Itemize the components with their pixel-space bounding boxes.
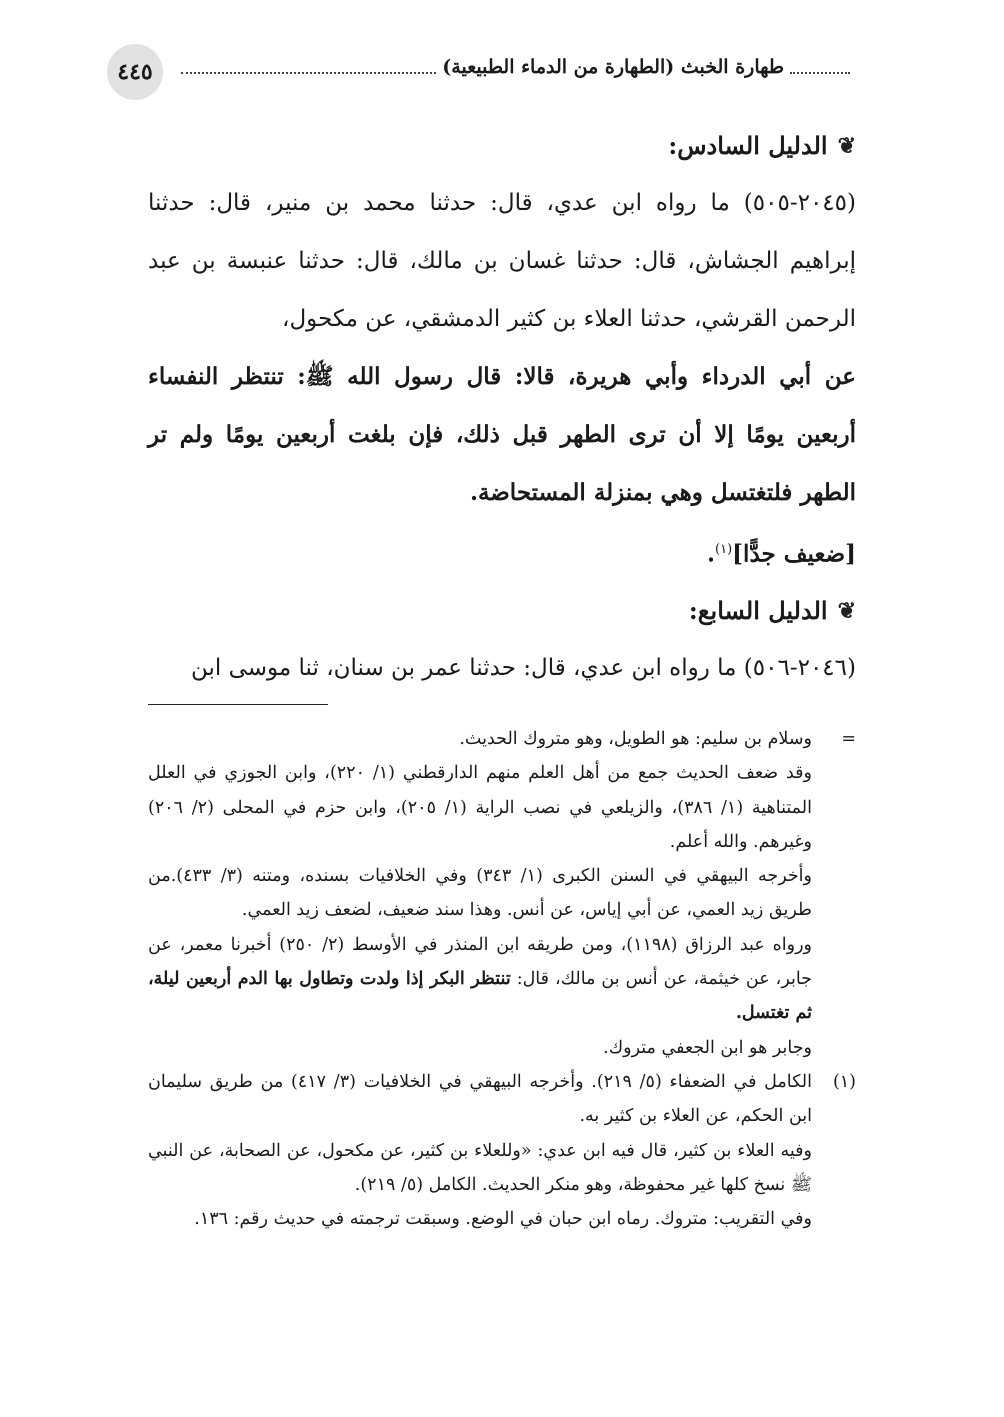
leaf-bullet-icon: ❦ — [837, 133, 856, 159]
footnote-line: وأخرجه البيهقي في السنن الكبرى (١/ ٣٤٣) وفي الخلافيات بسنده، ومتنه (٣/ ٤٣٣).من طريق زيد العمي، عن أبي إياس، عن أنس. وهذا سند ضعيف، لضعف زيد العمي. — [148, 866, 812, 921]
continuation-marker: = — [841, 729, 856, 749]
isnad-paragraph: (٢٠٤٦-٥٠٦) ما رواه ابن عدي، قال: حدثنا عمر بن سنان، ثنا موسى ابن — [190, 654, 856, 681]
hadith-grade — [148, 522, 856, 583]
footnote-line: وفي التقريب: متروك. رماه ابن حبان في الوضع. وسبقت ترجمته في حديث رقم: ١٣٦. — [194, 1209, 812, 1230]
section-heading-sixth — [148, 118, 856, 174]
section-heading-seventh — [148, 583, 856, 639]
footnote-divider — [148, 704, 328, 705]
footnote-line: وسلام بن سليم: هو الطويل، وهو متروك الحديث. — [459, 729, 812, 749]
grade-punctuation: . — [707, 540, 716, 568]
heading-text: الدليل السادس: — [668, 131, 828, 160]
main-text — [148, 118, 856, 697]
running-title: طهارة الخبث (الطهارة من الدماء الطبيعية) — [442, 56, 784, 78]
footnote-line: الكامل في الضعفاء (٥/ ٢١٩). وأخرجه البيهقي في الخلافيات (٣/ ٤١٧) من طريق سليمان ابن الحكم، عن العلاء بن كثير به. — [148, 1071, 812, 1127]
footnote-quote: تنتظر البكر إذا ولدت وتطاول بها الدم أربعين ليلة، ثم تغتسل. — [148, 969, 812, 1024]
footnote-line: وفيه العلاء بن كثير، قال فيه ابن عدي: «وللعلاء بن كثير، عن مكحول، عن الصحابة، عن النبي ﷺ نسخ كلها غير محفوظة، وهو منكر الحديث. الكامل (٥/ ٢١٩). — [148, 1140, 812, 1195]
footnote-line: وقد ضعف الحديث جمع من أهل العلم منهم الدارقطني (١/ ٢٢٠)، وابن الجوزي في العلل المتناهية (١/ ٣٨٦)، والزيلعي في نصب الراية (١/ ٢٠٥)، وابن حزم في المحلى (٢/ ٢٠٦) وغيرهم. والله أعلم. — [148, 763, 812, 852]
footnote-ref: (١) — [715, 542, 733, 557]
dotted-leader — [790, 60, 850, 74]
matn-paragraph: عن أبي الدرداء وأبي هريرة، قالا: قال رسول الله ﷺ: تنتظر النفساء أربعين يومًا إلا أن ترى الطهر قبل ذلك، فإن بلغت أربعين يومًا ولم تر الطهر فلتغتسل وهي بمنزلة المستحاضة. — [148, 363, 856, 506]
footnote-line: وجابر هو ابن الجعفي متروك. — [603, 1037, 812, 1058]
page-header — [105, 44, 856, 100]
footnote-line — [148, 928, 812, 1031]
footnotes — [148, 722, 856, 1236]
footnote-text: ورواه عبد الرزاق (١١٩٨)، ومن طريقه ابن المنذر في الأوسط (٢/ ٢٥٠) أخبرنا معمر، عن جابر، عن خيثمة، عن أنس بن مالك، قال: — [148, 934, 812, 990]
dotted-leader — [181, 60, 436, 74]
footnote-1 — [148, 1065, 856, 1236]
page-number: ٤٤٥ — [107, 44, 163, 100]
grade-text: [ضعيف جدًّا] — [732, 540, 856, 568]
running-header — [175, 56, 856, 78]
isnad-paragraph: (٢٠٤٥-٥٠٥) ما رواه ابن عدي، قال: حدثنا محمد بن منير، قال: حدثنا إبراهيم الجشاش، قال: حدثنا غسان بن مالك، قال: حدثنا عنبسة بن عبد الرحمن القرشي، حدثنا العلاء بن كثير الدمشقي، عن مكحول، — [148, 190, 856, 332]
heading-text: الدليل السابع: — [688, 595, 828, 625]
footnote-number: (١) — [832, 1071, 856, 1092]
footnote-continued — [148, 722, 856, 1065]
leaf-bullet-icon: ❦ — [837, 597, 856, 624]
